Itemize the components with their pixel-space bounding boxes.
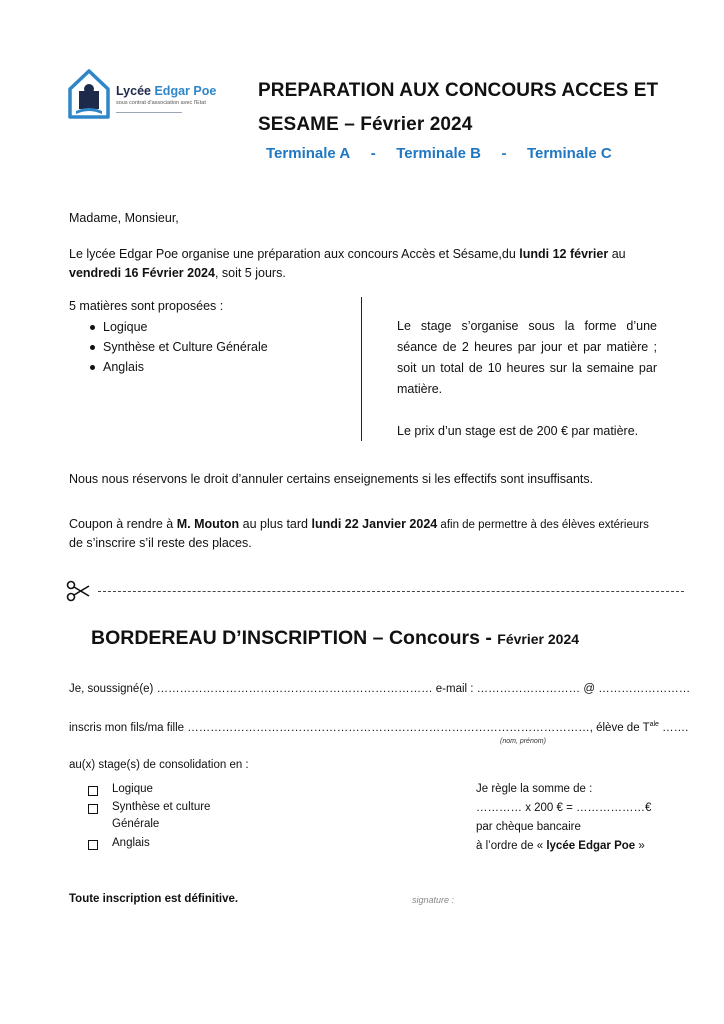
school-logo-icon (66, 67, 112, 119)
terminale-b: Terminale B (396, 145, 481, 162)
payment-line1: Je règle la somme de : (476, 783, 593, 795)
coupon-line2: de s’inscrire s’il reste des places. (69, 536, 252, 550)
price-text: Le prix d’un stage est de 200 € par matière. (397, 424, 639, 438)
final-note: Toute inscription est définitive. (69, 893, 239, 905)
stages-label: au(x) stage(s) de consolidation en : (69, 759, 249, 771)
page-title-line1: PREPARATION AUX CONCOURS ACCES ET (258, 80, 659, 101)
signature-label: signature : (412, 895, 455, 905)
option-synthese-cont: Générale (112, 818, 160, 830)
column-divider (361, 297, 362, 441)
identity-line: Je, soussigné(e) ……………………………………………………………… e-mail : ……………………… @ …………………… (69, 683, 691, 695)
subjects-intro: 5 matières sont proposées : (69, 299, 224, 313)
terminale-a: Terminale A (266, 145, 351, 162)
page-title-line2: SESAME – Février 2024 (258, 114, 473, 135)
scissors-icon (66, 580, 90, 602)
name-hint: (nom, prénom) (500, 738, 546, 745)
reserve-text: Nous nous réservons le droit d’annuler certains enseignements si les effectifs sont insuffisants. (69, 472, 594, 486)
checkbox-anglais[interactable] (88, 840, 98, 850)
terminales-line (266, 145, 612, 162)
intro-line2: vendredi 16 Février 2024, soit 5 jours. (69, 266, 286, 280)
payment-line3: par chèque bancaire (476, 821, 581, 833)
intro-line1: Le lycée Edgar Poe organise une préparation aux concours Accès et Sésame,du lundi 12 février au (69, 247, 626, 261)
list-item: Anglais (90, 357, 268, 377)
list-item: Synthèse et Culture Générale (90, 337, 268, 357)
greeting: Madame, Monsieur, (69, 211, 179, 225)
form-title: BORDEREAU D’INSCRIPTION – Concours - Février 2024 (91, 627, 580, 649)
separator: - (370, 145, 376, 162)
checkbox-logique[interactable] (88, 786, 98, 796)
option-synthese: Synthèse et culture (112, 801, 211, 813)
separator: - (501, 145, 507, 162)
school-name: Lycée Edgar Poe (116, 84, 217, 98)
payment-line2: ………… x 200 € = ………………€ (476, 802, 652, 814)
option-logique: Logique (112, 783, 153, 795)
coupon-line1: Coupon à rendre à M. Mouton au plus tard lundi 22 Janvier 2024 afin de permettre à des élèves extérieurs (69, 517, 649, 531)
checkbox-synthese[interactable] (88, 804, 98, 814)
terminale-c: Terminale C (526, 145, 612, 162)
cut-line (98, 591, 684, 592)
logo-divider (116, 112, 182, 113)
list-item: Logique (90, 317, 268, 337)
payment-line4: à l’ordre de « lycée Edgar Poe » (476, 840, 645, 852)
school-subtitle: sous contrat d'association avec l'Etat (116, 100, 206, 106)
subjects-list (90, 317, 268, 377)
option-anglais: Anglais (112, 837, 150, 849)
student-line: inscris mon fils/ma fille ……………………………………………………………………………………………, élève de $T^{ale}$ ……. (69, 721, 689, 734)
organisation-text: Le stage s’organise sous la forme d’une séance de 2 heures par jour et par matière ; soit un total de 10 heures sur la semaine par matière. (397, 319, 657, 396)
